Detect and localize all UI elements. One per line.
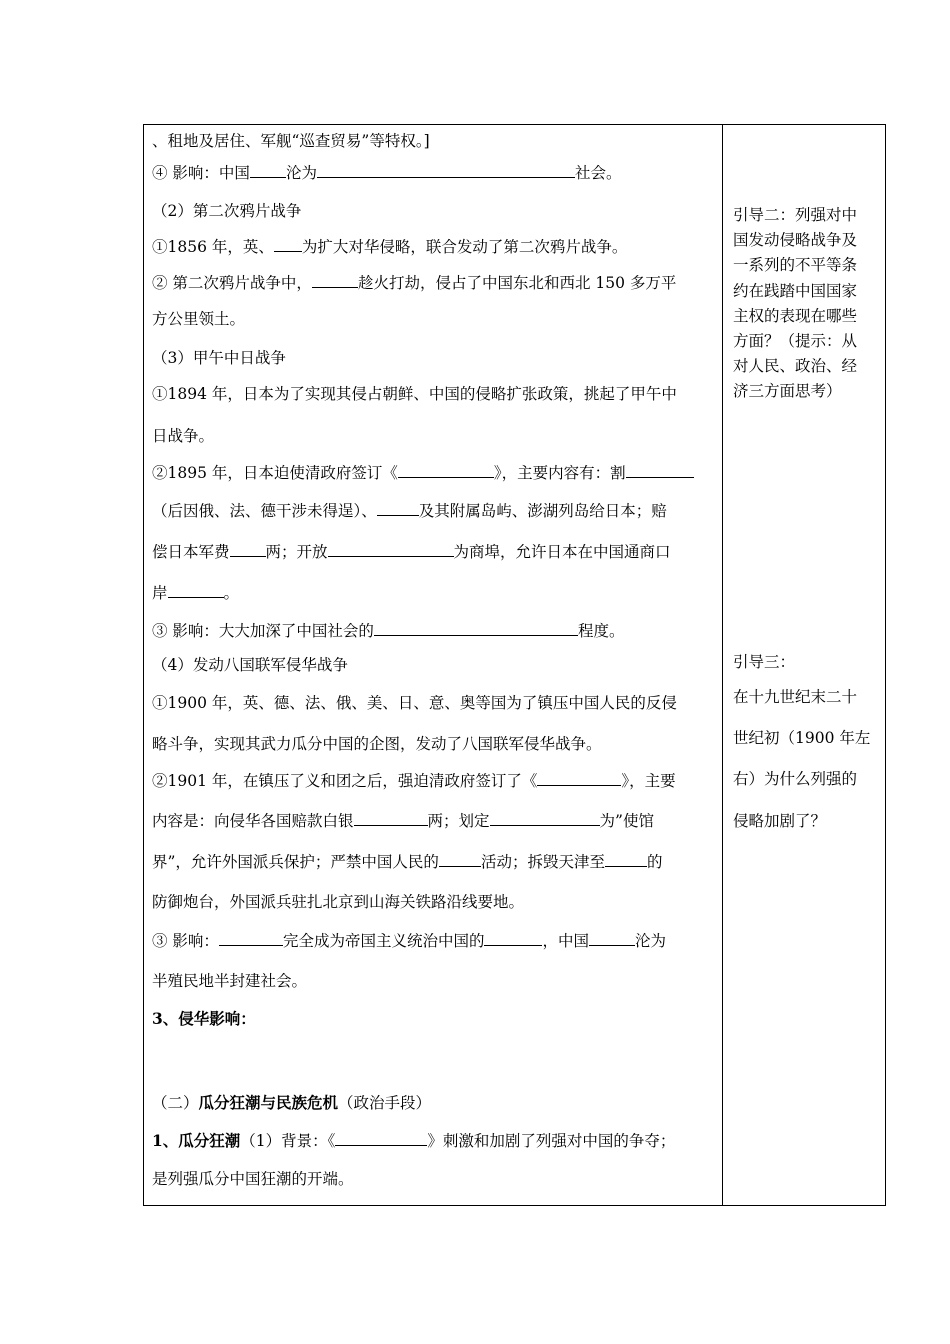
text-line: 偿日本军费 两；开放 为商埠，允许日本在中国通商口 (152, 543, 671, 561)
fill-blank[interactable] (168, 582, 224, 598)
guide-two-line: 济三方面思考） (733, 382, 842, 400)
fill-blank[interactable] (274, 236, 302, 252)
section-heading: （二）瓜分狂潮与民族危机（政治手段） (152, 1093, 432, 1112)
text-line: ②1901 年，在镇压了义和团之后，强迫清政府签订了《 》，主要 (152, 772, 676, 790)
text-line: ④ 影响：中国 沦为 社会。 (152, 164, 622, 182)
text-line: ② 第二次鸦片战争中， 趁火打劫，侵占了中国东北和西北 150 多万平 (152, 274, 677, 292)
fill-blank[interactable] (377, 500, 419, 516)
text-line: ①1900 年，英、德、法、俄、美、日、意、奥等国为了镇压中国人民的反侵 (152, 694, 677, 712)
guide-two-line: 对人民、政治、经 (733, 357, 858, 375)
fill-blank[interactable] (250, 162, 286, 178)
fill-blank[interactable] (626, 462, 694, 478)
fill-blank[interactable] (537, 770, 621, 786)
text-line: 岸 。 (152, 584, 240, 602)
section-heading: （2）第二次鸦片战争 (152, 202, 302, 220)
text-line: ③ 影响：大大加深了中国社会的 程度。 (152, 622, 625, 640)
fill-blank[interactable] (335, 1130, 427, 1146)
fill-blank[interactable] (219, 930, 283, 946)
text-line: ①1856 年，英、 为扩大对华侵略，联合发动了第二次鸦片战争。 (152, 238, 628, 256)
fill-blank[interactable] (354, 810, 428, 826)
text-line: 半殖民地半封建社会。 (152, 972, 308, 990)
text-line: 略斗争，实现其武力瓜分中国的企图，发动了八国联军侵华战争。 (152, 735, 602, 753)
fill-blank[interactable] (589, 930, 635, 946)
text-line: 是列强瓜分中国狂潮的开端。 (152, 1170, 354, 1188)
guide-two-line: 一系列的不平等条 (733, 256, 858, 274)
guide-three-line: 引导三： (733, 653, 796, 671)
text-line: 内容是：向侵华各国赔款白银 两；划定 为”使馆 (152, 812, 654, 830)
section-heading: 3、侵华影响： (152, 1009, 256, 1028)
fill-blank[interactable] (490, 810, 600, 826)
text-line: （后因俄、法、德干涉未得逞）、 及其附属岛屿、澎湖列岛给日本；赔 (152, 502, 667, 520)
text-line: 方公里领土。 (152, 310, 246, 328)
text-line: 1、瓜分狂潮（1）背景：《 》刺激和加剧了列强对中国的争夺； (152, 1131, 676, 1150)
text-line: 、租地及居住、军舰“巡查贸易”等特权。] (152, 132, 430, 150)
fill-blank[interactable] (312, 272, 358, 288)
text-line: 界”，允许外国派兵保护；严禁中国人民的 活动；拆毁天津至 的 (152, 853, 663, 871)
guide-three-line: 侵略加剧了？ (733, 812, 827, 830)
fill-blank[interactable] (230, 541, 266, 557)
column-divider (722, 124, 723, 1206)
fill-blank[interactable] (317, 162, 575, 178)
section-heading: （3）甲午中日战争 (152, 349, 286, 367)
fill-blank[interactable] (484, 930, 542, 946)
guide-two-line: 主权的表现在哪些 (733, 307, 858, 325)
guide-two-line: 方面？（提示：从 (733, 332, 858, 350)
guide-three-line: 在十九世纪末二十 (733, 688, 858, 706)
text-line: 日战争。 (152, 427, 215, 445)
guide-three-line: 右）为什么列强的 (733, 770, 858, 788)
text-line: 防御炮台，外国派兵驻扎北京到山海关铁路沿线要地。 (152, 893, 525, 911)
guide-two-line: 国发动侵略战争及 (733, 231, 858, 249)
text-line: ③ 影响： 完全成为帝国主义统治中国的 ，中国 沦为 (152, 932, 666, 950)
guide-three-line: 世纪初（1900 年左 (733, 729, 871, 747)
fill-blank[interactable] (374, 620, 578, 636)
guide-two-line: 引导二：列强对中 (733, 206, 858, 224)
fill-blank[interactable] (328, 541, 454, 557)
fill-blank[interactable] (605, 851, 647, 867)
section-heading: （4）发动八国联军侵华战争 (152, 656, 348, 674)
fill-blank[interactable] (439, 851, 481, 867)
text-line: ①1894 年，日本为了实现其侵占朝鲜、中国的侵略扩张政策，挑起了甲午中 (152, 385, 677, 403)
fill-blank[interactable] (398, 462, 494, 478)
guide-two-line: 约在践踏中国国家 (733, 282, 858, 300)
text-line: ②1895 年，日本迫使清政府签订《 》，主要内容有：割 (152, 462, 694, 484)
